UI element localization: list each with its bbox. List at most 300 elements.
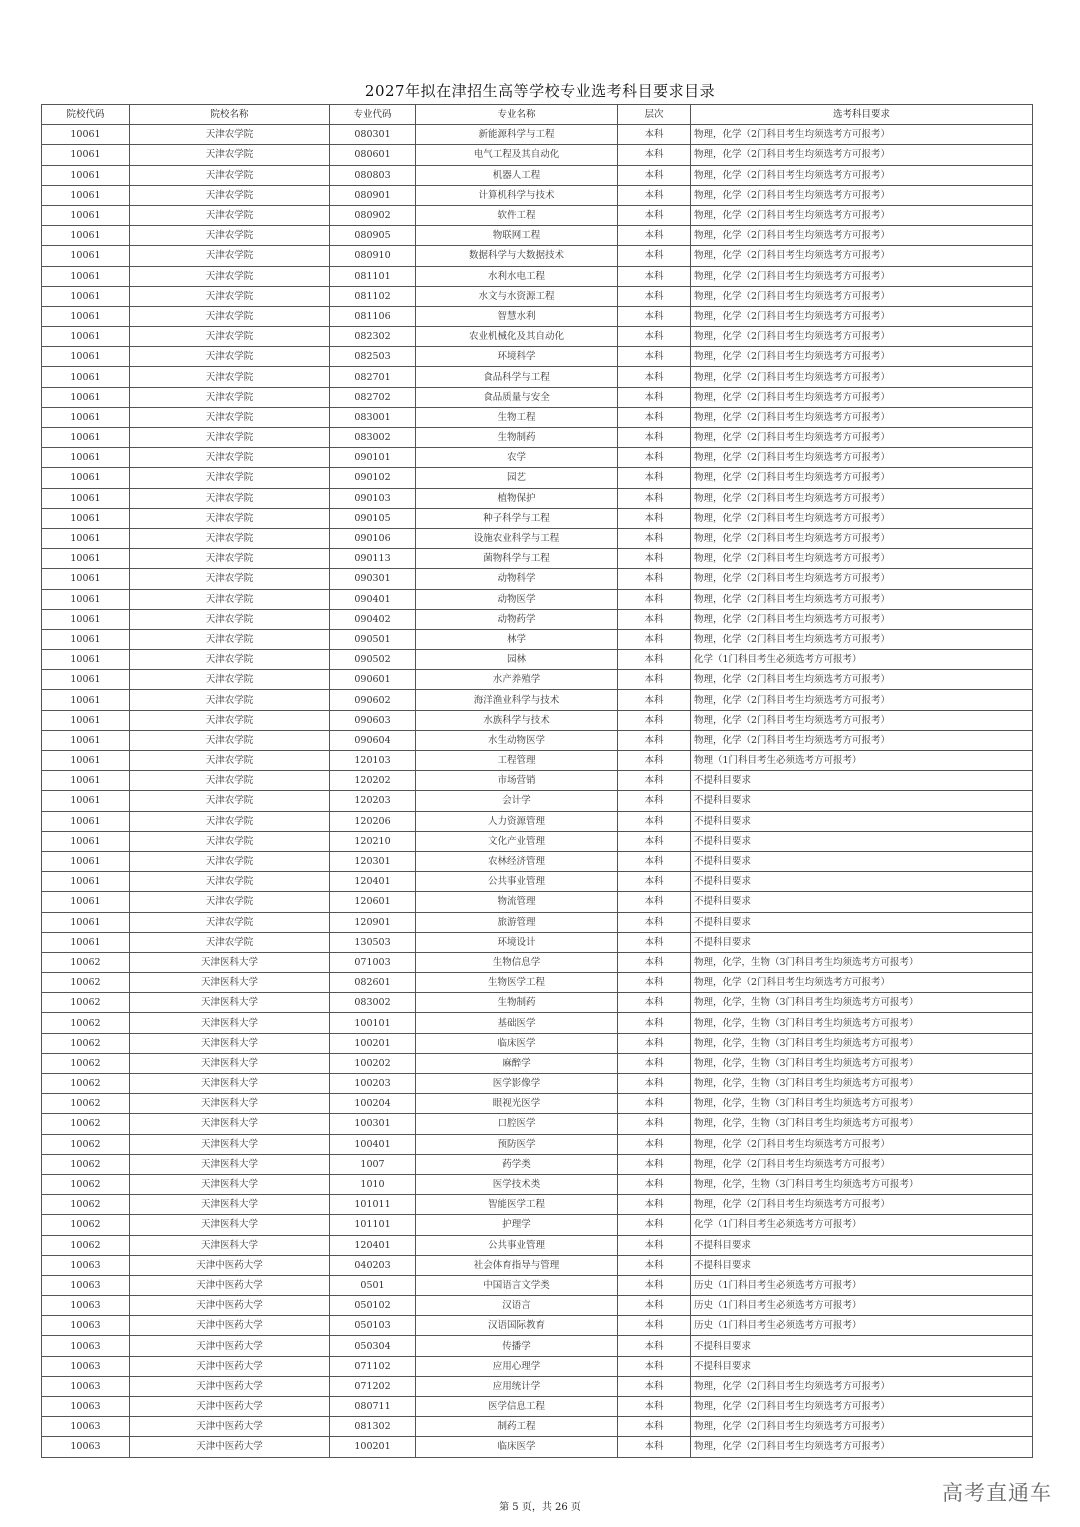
table-row	[42, 1013, 1033, 1033]
school-name-cell: 天津农学院	[130, 387, 330, 407]
school-code-cell: 10061	[42, 791, 130, 811]
major-name-cell: 公共事业管理	[416, 1235, 618, 1255]
major-code-cell: 082302	[330, 327, 416, 347]
major-name-cell: 医学信息工程	[416, 1397, 618, 1417]
major-code-cell: 120401	[330, 1235, 416, 1255]
table-row	[42, 286, 1033, 306]
school-code-cell: 10062	[42, 1134, 130, 1154]
school-code-cell: 10061	[42, 589, 130, 609]
major-name-cell: 环境科学	[416, 347, 618, 367]
level-cell: 本科	[618, 589, 691, 609]
school-code-cell: 10061	[42, 266, 130, 286]
major-code-cell: 090604	[330, 730, 416, 750]
major-name-cell: 生物信息学	[416, 952, 618, 972]
level-cell: 本科	[618, 387, 691, 407]
school-code-cell: 10063	[42, 1275, 130, 1295]
school-code-cell: 10061	[42, 407, 130, 427]
major-name-cell: 护理学	[416, 1215, 618, 1235]
subject-requirement-cell: 物理，化学（2门科目考生均须选考方可报考）	[691, 589, 1033, 609]
major-code-cell: 090501	[330, 629, 416, 649]
school-name-cell: 天津农学院	[130, 246, 330, 266]
subject-requirement-cell: 物理，化学，生物（3门科目考生均须选考方可报考）	[691, 952, 1033, 972]
level-cell: 本科	[618, 1397, 691, 1417]
level-cell: 本科	[618, 1074, 691, 1094]
school-code-cell: 10063	[42, 1356, 130, 1376]
major-code-cell: 080803	[330, 165, 416, 185]
table-row	[42, 407, 1033, 427]
school-code-cell: 10061	[42, 569, 130, 589]
major-name-cell: 预防医学	[416, 1134, 618, 1154]
school-name-cell: 天津农学院	[130, 205, 330, 225]
major-code-cell: 100202	[330, 1053, 416, 1073]
school-code-cell: 10063	[42, 1437, 130, 1457]
table-row	[42, 185, 1033, 205]
subject-requirement-cell: 不提科目要求	[691, 912, 1033, 932]
level-cell: 本科	[618, 508, 691, 528]
table-row	[42, 831, 1033, 851]
school-code-cell: 10063	[42, 1336, 130, 1356]
subject-requirement-cell: 物理，化学（2门科目考生均须选考方可报考）	[691, 125, 1033, 145]
table-row	[42, 528, 1033, 548]
major-code-cell: 120901	[330, 912, 416, 932]
subject-requirement-cell: 物理，化学（2门科目考生均须选考方可报考）	[691, 528, 1033, 548]
table-row	[42, 1195, 1033, 1215]
major-name-cell: 应用心理学	[416, 1356, 618, 1376]
major-name-cell: 机器人工程	[416, 165, 618, 185]
major-code-cell: 0501	[330, 1275, 416, 1295]
subject-requirement-cell: 物理，化学，生物（3门科目考生均须选考方可报考）	[691, 1053, 1033, 1073]
major-code-cell: 090603	[330, 710, 416, 730]
table-row	[42, 690, 1033, 710]
subject-requirement-cell: 物理，化学（2门科目考生均须选考方可报考）	[691, 387, 1033, 407]
level-cell: 本科	[618, 1417, 691, 1437]
level-cell: 本科	[618, 1114, 691, 1134]
table-row	[42, 387, 1033, 407]
level-cell: 本科	[618, 367, 691, 387]
school-name-cell: 天津农学院	[130, 851, 330, 871]
table-row	[42, 851, 1033, 871]
table-row	[42, 589, 1033, 609]
subject-requirement-cell: 不提科目要求	[691, 1255, 1033, 1275]
subject-requirement-cell: 物理，化学（2门科目考生均须选考方可报考）	[691, 1154, 1033, 1174]
school-code-cell: 10061	[42, 488, 130, 508]
major-name-cell: 种子科学与工程	[416, 508, 618, 528]
major-name-cell: 医学影像学	[416, 1074, 618, 1094]
major-name-cell: 农学	[416, 448, 618, 468]
major-code-cell: 120103	[330, 751, 416, 771]
school-code-cell: 10061	[42, 710, 130, 730]
major-code-cell: 090502	[330, 650, 416, 670]
table-row	[42, 973, 1033, 993]
subject-requirement-cell: 物理，化学（2门科目考生均须选考方可报考）	[691, 549, 1033, 569]
level-cell: 本科	[618, 145, 691, 165]
header-level: 层次	[618, 105, 691, 125]
major-name-cell: 工程管理	[416, 751, 618, 771]
major-name-cell: 基础医学	[416, 1013, 618, 1033]
school-name-cell: 天津医科大学	[130, 1154, 330, 1174]
school-code-cell: 10062	[42, 1033, 130, 1053]
major-name-cell: 旅游管理	[416, 912, 618, 932]
school-code-cell: 10061	[42, 125, 130, 145]
subject-requirement-cell: 物理，化学，生物（3门科目考生均须选考方可报考）	[691, 1174, 1033, 1194]
school-code-cell: 10062	[42, 993, 130, 1013]
subject-requirement-cell: 物理，化学（2门科目考生均须选考方可报考）	[691, 286, 1033, 306]
level-cell: 本科	[618, 125, 691, 145]
major-code-cell: 100201	[330, 1033, 416, 1053]
school-code-cell: 10061	[42, 629, 130, 649]
school-code-cell: 10061	[42, 387, 130, 407]
major-code-cell: 082601	[330, 973, 416, 993]
school-name-cell: 天津农学院	[130, 347, 330, 367]
level-cell: 本科	[618, 872, 691, 892]
subject-requirement-cell: 物理，化学（2门科目考生均须选考方可报考）	[691, 428, 1033, 448]
school-name-cell: 天津农学院	[130, 145, 330, 165]
table-row	[42, 549, 1033, 569]
table-row	[42, 811, 1033, 831]
table-row	[42, 1114, 1033, 1134]
table-row	[42, 1033, 1033, 1053]
subject-requirement-cell: 物理（1门科目考生必须选考方可报考）	[691, 751, 1033, 771]
major-code-cell: 083002	[330, 428, 416, 448]
subject-requirement-cell: 物理，化学（2门科目考生均须选考方可报考）	[691, 629, 1033, 649]
major-name-cell: 物流管理	[416, 892, 618, 912]
level-cell: 本科	[618, 468, 691, 488]
school-code-cell: 10063	[42, 1255, 130, 1275]
major-name-cell: 海洋渔业科学与技术	[416, 690, 618, 710]
major-code-cell: 080902	[330, 205, 416, 225]
major-name-cell: 会计学	[416, 791, 618, 811]
table-row	[42, 448, 1033, 468]
school-code-cell: 10063	[42, 1316, 130, 1336]
table-row	[42, 912, 1033, 932]
school-name-cell: 天津农学院	[130, 932, 330, 952]
school-name-cell: 天津医科大学	[130, 1114, 330, 1134]
subject-requirement-cell: 不提科目要求	[691, 771, 1033, 791]
school-code-cell: 10062	[42, 973, 130, 993]
level-cell: 本科	[618, 1195, 691, 1215]
subject-requirement-cell: 物理，化学（2门科目考生均须选考方可报考）	[691, 468, 1033, 488]
school-name-cell: 天津农学院	[130, 690, 330, 710]
major-name-cell: 动物医学	[416, 589, 618, 609]
subject-requirement-cell: 不提科目要求	[691, 1336, 1033, 1356]
table-row	[42, 1215, 1033, 1235]
school-code-cell: 10062	[42, 1174, 130, 1194]
major-name-cell: 应用统计学	[416, 1376, 618, 1396]
school-code-cell: 10061	[42, 165, 130, 185]
major-code-cell: 120401	[330, 872, 416, 892]
table-row	[42, 730, 1033, 750]
level-cell: 本科	[618, 1275, 691, 1295]
level-cell: 本科	[618, 266, 691, 286]
major-code-cell: 080910	[330, 246, 416, 266]
major-code-cell: 101011	[330, 1195, 416, 1215]
subject-requirement-cell: 物理，化学（2门科目考生均须选考方可报考）	[691, 266, 1033, 286]
school-code-cell: 10061	[42, 306, 130, 326]
school-name-cell: 天津中医药大学	[130, 1316, 330, 1336]
school-name-cell: 天津农学院	[130, 549, 330, 569]
level-cell: 本科	[618, 912, 691, 932]
school-code-cell: 10061	[42, 811, 130, 831]
table-row	[42, 1255, 1033, 1275]
table-row	[42, 1376, 1033, 1396]
subject-requirement-cell: 物理，化学（2门科目考生均须选考方可报考）	[691, 407, 1033, 427]
level-cell: 本科	[618, 791, 691, 811]
level-cell: 本科	[618, 1094, 691, 1114]
major-name-cell: 汉语国际教育	[416, 1316, 618, 1336]
school-code-cell: 10061	[42, 609, 130, 629]
major-code-cell: 071003	[330, 952, 416, 972]
school-name-cell: 天津农学院	[130, 730, 330, 750]
school-name-cell: 天津中医药大学	[130, 1255, 330, 1275]
subject-requirement-cell: 物理，化学（2门科目考生均须选考方可报考）	[691, 508, 1033, 528]
major-name-cell: 生物医学工程	[416, 973, 618, 993]
school-code-cell: 10061	[42, 912, 130, 932]
subject-requirement-cell: 化学（1门科目考生必须选考方可报考）	[691, 1215, 1033, 1235]
school-code-cell: 10061	[42, 226, 130, 246]
major-name-cell: 水生动物医学	[416, 730, 618, 750]
major-code-cell: 120210	[330, 831, 416, 851]
major-name-cell: 眼视光医学	[416, 1094, 618, 1114]
school-name-cell: 天津医科大学	[130, 952, 330, 972]
school-name-cell: 天津农学院	[130, 710, 330, 730]
major-code-cell: 130503	[330, 932, 416, 952]
subject-requirement-cell: 历史（1门科目考生必须选考方可报考）	[691, 1316, 1033, 1336]
school-code-cell: 10061	[42, 650, 130, 670]
school-name-cell: 天津农学院	[130, 629, 330, 649]
table-row	[42, 488, 1033, 508]
level-cell: 本科	[618, 205, 691, 225]
major-name-cell: 水族科学与技术	[416, 710, 618, 730]
school-name-cell: 天津农学院	[130, 791, 330, 811]
school-name-cell: 天津中医药大学	[130, 1296, 330, 1316]
level-cell: 本科	[618, 1215, 691, 1235]
level-cell: 本科	[618, 226, 691, 246]
major-name-cell: 农林经济管理	[416, 851, 618, 871]
table-row	[42, 993, 1033, 1013]
level-cell: 本科	[618, 306, 691, 326]
school-name-cell: 天津农学院	[130, 125, 330, 145]
major-name-cell: 软件工程	[416, 205, 618, 225]
major-name-cell: 临床医学	[416, 1033, 618, 1053]
major-code-cell: 083002	[330, 993, 416, 1013]
table-row	[42, 1437, 1033, 1457]
school-name-cell: 天津中医药大学	[130, 1376, 330, 1396]
table-row	[42, 1356, 1033, 1376]
major-code-cell: 100301	[330, 1114, 416, 1134]
major-code-cell: 050102	[330, 1296, 416, 1316]
major-name-cell: 公共事业管理	[416, 872, 618, 892]
major-name-cell: 生物工程	[416, 407, 618, 427]
table-row	[42, 125, 1033, 145]
table-row	[42, 306, 1033, 326]
school-name-cell: 天津农学院	[130, 448, 330, 468]
school-name-cell: 天津农学院	[130, 771, 330, 791]
table-row	[42, 1397, 1033, 1417]
level-cell: 本科	[618, 831, 691, 851]
level-cell: 本科	[618, 973, 691, 993]
major-name-cell: 水产养殖学	[416, 670, 618, 690]
level-cell: 本科	[618, 1134, 691, 1154]
major-code-cell: 090105	[330, 508, 416, 528]
major-name-cell: 临床医学	[416, 1437, 618, 1457]
header-school-code: 院校代码	[42, 105, 130, 125]
table-row	[42, 205, 1033, 225]
table-row	[42, 226, 1033, 246]
level-cell: 本科	[618, 347, 691, 367]
major-name-cell: 环境设计	[416, 932, 618, 952]
subject-requirement-cell: 历史（1门科目考生必须选考方可报考）	[691, 1296, 1033, 1316]
major-name-cell: 文化产业管理	[416, 831, 618, 851]
school-code-cell: 10061	[42, 145, 130, 165]
level-cell: 本科	[618, 1174, 691, 1194]
level-cell: 本科	[618, 771, 691, 791]
table-row	[42, 952, 1033, 972]
level-cell: 本科	[618, 609, 691, 629]
table-row	[42, 771, 1033, 791]
subject-requirement-cell: 物理，化学，生物（3门科目考生均须选考方可报考）	[691, 1033, 1033, 1053]
school-code-cell: 10062	[42, 1215, 130, 1235]
major-name-cell: 水文与水资源工程	[416, 286, 618, 306]
table-row	[42, 670, 1033, 690]
major-name-cell: 口腔医学	[416, 1114, 618, 1134]
table-row	[42, 1316, 1033, 1336]
subject-requirement-cell: 不提科目要求	[691, 892, 1033, 912]
header-major-code: 专业代码	[330, 105, 416, 125]
school-name-cell: 天津医科大学	[130, 1053, 330, 1073]
school-code-cell: 10062	[42, 1235, 130, 1255]
school-name-cell: 天津农学院	[130, 407, 330, 427]
table-row	[42, 892, 1033, 912]
major-code-cell: 081101	[330, 266, 416, 286]
major-code-cell: 050103	[330, 1316, 416, 1336]
subject-requirement-cell: 不提科目要求	[691, 1356, 1033, 1376]
header-subject-requirement: 选考科目要求	[691, 105, 1033, 125]
major-code-cell: 050304	[330, 1336, 416, 1356]
major-name-cell: 中国语言文学类	[416, 1275, 618, 1295]
subject-requirement-cell: 物理，化学（2门科目考生均须选考方可报考）	[691, 448, 1033, 468]
major-name-cell: 药学类	[416, 1154, 618, 1174]
subject-requirement-cell: 物理，化学，生物（3门科目考生均须选考方可报考）	[691, 1114, 1033, 1134]
major-code-cell: 090401	[330, 589, 416, 609]
major-name-cell: 生物制药	[416, 428, 618, 448]
level-cell: 本科	[618, 428, 691, 448]
subject-requirement-cell: 物理，化学，生物（3门科目考生均须选考方可报考）	[691, 1013, 1033, 1033]
school-code-cell: 10061	[42, 872, 130, 892]
major-code-cell: 081102	[330, 286, 416, 306]
subject-requirement-cell: 物理，化学（2门科目考生均须选考方可报考）	[691, 973, 1033, 993]
level-cell: 本科	[618, 407, 691, 427]
major-name-cell: 动物药学	[416, 609, 618, 629]
school-code-cell: 10061	[42, 347, 130, 367]
major-code-cell: 100204	[330, 1094, 416, 1114]
major-code-cell: 120203	[330, 791, 416, 811]
level-cell: 本科	[618, 549, 691, 569]
major-code-cell: 082503	[330, 347, 416, 367]
level-cell: 本科	[618, 327, 691, 347]
subject-requirement-cell: 物理，化学，生物（3门科目考生均须选考方可报考）	[691, 1094, 1033, 1114]
subject-requirement-cell: 物理，化学（2门科目考生均须选考方可报考）	[691, 367, 1033, 387]
subject-requirement-cell: 物理，化学（2门科目考生均须选考方可报考）	[691, 1437, 1033, 1457]
school-name-cell: 天津农学院	[130, 306, 330, 326]
level-cell: 本科	[618, 993, 691, 1013]
major-name-cell: 智能医学工程	[416, 1195, 618, 1215]
level-cell: 本科	[618, 1154, 691, 1174]
school-name-cell: 天津农学院	[130, 831, 330, 851]
level-cell: 本科	[618, 1296, 691, 1316]
subject-requirement-cell: 不提科目要求	[691, 1235, 1033, 1255]
major-name-cell: 动物科学	[416, 569, 618, 589]
school-code-cell: 10061	[42, 690, 130, 710]
major-code-cell: 090113	[330, 549, 416, 569]
major-code-cell: 120206	[330, 811, 416, 831]
table-row	[42, 1336, 1033, 1356]
table-row	[42, 1417, 1033, 1437]
level-cell: 本科	[618, 1013, 691, 1033]
subject-requirement-cell: 物理，化学，生物（3门科目考生均须选考方可报考）	[691, 1074, 1033, 1094]
level-cell: 本科	[618, 528, 691, 548]
school-name-cell: 天津医科大学	[130, 1195, 330, 1215]
school-name-cell: 天津医科大学	[130, 1174, 330, 1194]
level-cell: 本科	[618, 710, 691, 730]
school-code-cell: 10061	[42, 327, 130, 347]
table-row	[42, 751, 1033, 771]
school-name-cell: 天津农学院	[130, 528, 330, 548]
level-cell: 本科	[618, 629, 691, 649]
subject-requirement-cell: 不提科目要求	[691, 791, 1033, 811]
table-row	[42, 145, 1033, 165]
subject-requirement-cell: 物理，化学（2门科目考生均须选考方可报考）	[691, 327, 1033, 347]
school-name-cell: 天津农学院	[130, 872, 330, 892]
table-row	[42, 1074, 1033, 1094]
school-code-cell: 10061	[42, 508, 130, 528]
school-code-cell: 10061	[42, 831, 130, 851]
school-name-cell: 天津农学院	[130, 670, 330, 690]
school-name-cell: 天津中医药大学	[130, 1397, 330, 1417]
major-code-cell: 100101	[330, 1013, 416, 1033]
level-cell: 本科	[618, 246, 691, 266]
table-row	[42, 1134, 1033, 1154]
school-name-cell: 天津农学院	[130, 367, 330, 387]
school-code-cell: 10061	[42, 185, 130, 205]
school-name-cell: 天津医科大学	[130, 1013, 330, 1033]
major-code-cell: 120301	[330, 851, 416, 871]
table-row	[42, 468, 1033, 488]
table-header-row	[42, 105, 1033, 125]
major-code-cell: 071202	[330, 1376, 416, 1396]
subject-requirement-cell: 物理，化学（2门科目考生均须选考方可报考）	[691, 488, 1033, 508]
major-name-cell: 水利水电工程	[416, 266, 618, 286]
subject-requirement-cell: 不提科目要求	[691, 811, 1033, 831]
school-name-cell: 天津医科大学	[130, 1215, 330, 1235]
major-code-cell: 080301	[330, 125, 416, 145]
level-cell: 本科	[618, 892, 691, 912]
major-name-cell: 医学技术类	[416, 1174, 618, 1194]
table-row	[42, 609, 1033, 629]
school-code-cell: 10061	[42, 205, 130, 225]
school-code-cell: 10063	[42, 1296, 130, 1316]
school-code-cell: 10061	[42, 448, 130, 468]
major-code-cell: 080711	[330, 1397, 416, 1417]
subject-requirement-cell: 不提科目要求	[691, 932, 1033, 952]
school-name-cell: 天津农学院	[130, 589, 330, 609]
major-code-cell: 090106	[330, 528, 416, 548]
school-name-cell: 天津农学院	[130, 912, 330, 932]
school-name-cell: 天津中医药大学	[130, 1356, 330, 1376]
major-code-cell: 101101	[330, 1215, 416, 1235]
subject-requirement-cell: 物理，化学（2门科目考生均须选考方可报考）	[691, 306, 1033, 326]
school-code-cell: 10061	[42, 367, 130, 387]
school-code-cell: 10061	[42, 246, 130, 266]
